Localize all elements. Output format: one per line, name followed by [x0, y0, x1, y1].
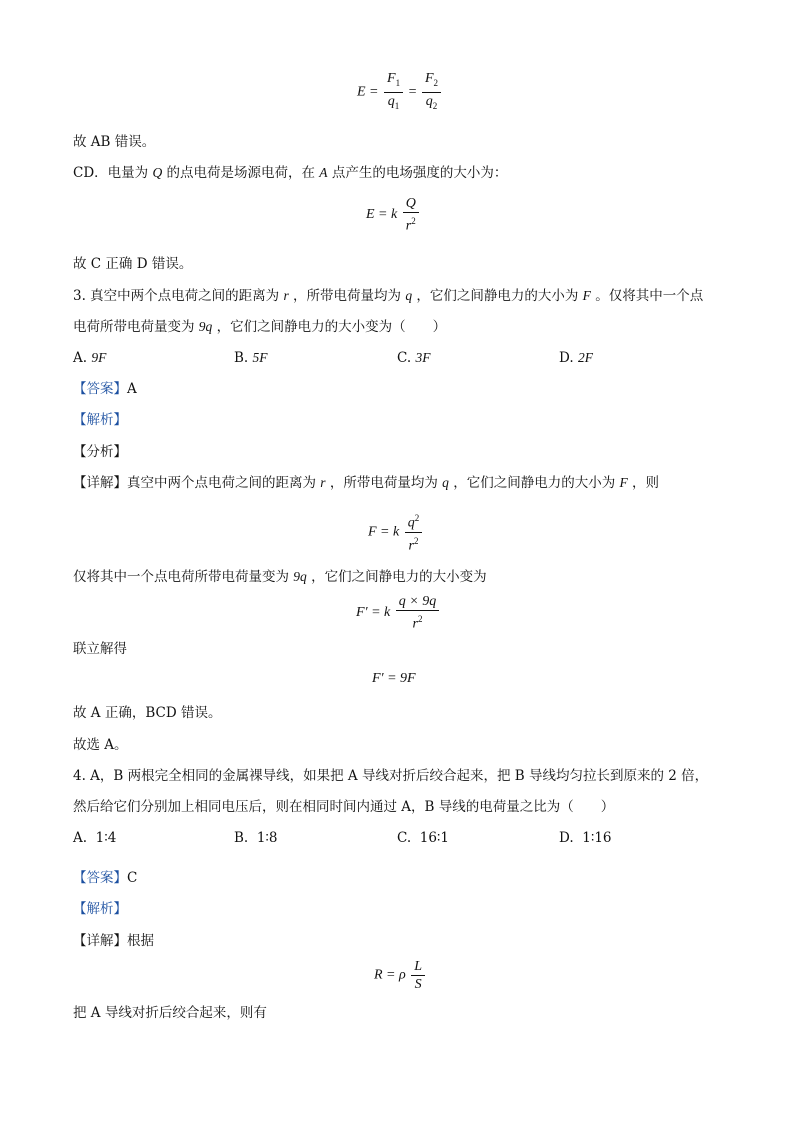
option-value: 1∶8 — [256, 830, 278, 846]
option-label: B. — [234, 830, 249, 846]
equation-f-kq2-r2 — [368, 510, 424, 554]
eq-num: L — [411, 958, 425, 976]
eq-den: r — [412, 616, 418, 632]
answer-line — [73, 868, 137, 888]
fraction — [403, 195, 419, 235]
text: CD．电量为 — [73, 165, 149, 181]
detail-line — [73, 931, 154, 951]
text: ，所带电荷量均为 — [329, 475, 438, 491]
option-label: A. — [73, 350, 92, 366]
option-label: B. — [234, 350, 253, 366]
text: ，它们之间静电力的大小为 — [453, 475, 616, 491]
fraction — [384, 70, 403, 115]
option-value: 16∶1 — [419, 830, 450, 846]
option-label: C. — [397, 350, 416, 366]
question-3-line-1 — [73, 286, 703, 306]
text: 的点电荷是场源电荷，在 — [166, 165, 315, 181]
eq-num: F — [424, 71, 434, 86]
paragraph — [73, 163, 507, 183]
fraction — [422, 70, 441, 115]
eq-sup: 2 — [417, 614, 423, 624]
eq-lhs: F′ = k — [356, 605, 391, 621]
var: A — [319, 165, 328, 180]
text: 点产生的电场强度的大小为： — [331, 165, 508, 181]
var: q — [405, 288, 413, 303]
answer-tag: 【答案】 — [73, 381, 127, 397]
answer-line — [73, 379, 137, 399]
eq-den: r — [408, 538, 414, 554]
option-label: D. — [559, 350, 578, 366]
detail-tag: 【详解】 — [73, 475, 127, 491]
detail-line — [73, 473, 659, 493]
option-a[interactable] — [73, 348, 106, 368]
equation-r-rho-l-s — [374, 958, 427, 993]
eq-sub: 1 — [394, 100, 400, 111]
option-value: 5F — [252, 350, 268, 365]
var: q — [442, 475, 449, 490]
fraction — [405, 510, 423, 554]
question-3-line-2 — [73, 317, 446, 337]
text: ，则 — [632, 475, 660, 491]
answer-value: A — [127, 381, 137, 397]
paragraph: 故 AB 错误。 — [73, 134, 156, 150]
paragraph: 故 A 正确，BCD 错误。 — [73, 705, 222, 721]
text: 。仅将其中一个点 — [595, 288, 704, 304]
text: ，所带电荷量均为 — [293, 288, 402, 304]
var: 9q — [293, 569, 307, 584]
eq-sub: 2 — [432, 100, 438, 111]
eq-lhs: R = ρ — [374, 967, 406, 983]
option-label: D. — [559, 830, 574, 846]
option-value: 1∶4 — [95, 830, 117, 846]
eq-num: q × 9q — [396, 593, 439, 611]
question-4-line-1: 4. A，B 两根完全相同的金属裸导线，如果把 A 导线对折后绞合起来，把 B 导线均匀拉长到原来的 2 倍， — [73, 768, 709, 784]
text: ，它们之间静电力的大小为 — [416, 288, 579, 304]
equation-e-kq-r2 — [366, 195, 421, 235]
var: r — [320, 475, 326, 490]
text: 3. 真空中两个点电荷之间的距离为 — [73, 288, 280, 304]
eq-num: Q — [403, 195, 419, 213]
option-value: 9F — [91, 350, 107, 365]
equation-f-prime — [356, 593, 441, 633]
text: 根据 — [127, 933, 154, 949]
eq-lhs: F = k — [368, 524, 400, 540]
text: ，它们之间静电力的大小变为 — [311, 569, 487, 585]
eq-sup: 2 — [411, 216, 416, 226]
eq-sub: 2 — [433, 77, 439, 88]
var: 9q — [198, 319, 213, 334]
eq-num: q — [407, 515, 415, 531]
option-b[interactable] — [234, 348, 268, 368]
paragraph: 故选 A。 — [73, 737, 128, 753]
paragraph: 故 C 正确 D 错误。 — [73, 256, 193, 272]
eq-den: S — [414, 977, 422, 992]
option-c[interactable] — [397, 348, 430, 368]
paragraph: 联立解得 — [73, 641, 127, 657]
analysis-tag: 【解析】 — [73, 412, 127, 428]
detail-tag: 【详解】 — [73, 933, 127, 949]
paragraph: 把 A 导线对折后绞合起来，则有 — [73, 1005, 267, 1021]
answer-tag: 【答案】 — [73, 870, 127, 886]
fraction — [411, 958, 425, 993]
eq-den: q — [387, 93, 395, 109]
eq-sub: 1 — [395, 77, 401, 88]
equation-e-f-over-q — [357, 70, 443, 115]
eq-lhs: E = — [357, 84, 379, 100]
paragraph — [73, 567, 487, 587]
analysis-tag: 【解析】 — [73, 901, 127, 917]
answer-value: C — [127, 870, 138, 886]
option-value: 3F — [415, 350, 431, 365]
option-a[interactable] — [73, 828, 116, 848]
option-b[interactable] — [234, 828, 278, 848]
option-d[interactable] — [559, 348, 593, 368]
text: ，它们之间静电力的大小变为（ ） — [216, 319, 447, 335]
var: F — [619, 475, 628, 490]
var: F — [582, 288, 591, 303]
fenxi-tag: 【分析】 — [73, 444, 127, 460]
option-d[interactable] — [559, 828, 612, 848]
fraction — [396, 593, 439, 633]
eq-sup: 2 — [414, 513, 420, 523]
eq-lhs: E = k — [366, 207, 398, 223]
question-4-line-2: 然后给它们分别加上相同电压后，则在相同时间内通过 A，B 导线的电荷量之比为（ ） — [73, 799, 615, 815]
eq-den: r — [405, 218, 412, 234]
option-label: C. — [397, 830, 412, 846]
var: Q — [152, 165, 163, 180]
option-value: 1∶16 — [582, 830, 612, 846]
text: 电荷所带电荷量变为 — [73, 319, 195, 335]
option-c[interactable] — [397, 828, 449, 848]
text: 真空中两个点电荷之间的距离为 — [127, 475, 316, 491]
var: r — [283, 288, 289, 303]
option-label: A. — [73, 830, 88, 846]
eq-sup: 2 — [413, 535, 419, 546]
eq-equals: = — [408, 84, 417, 100]
eq-num: F — [387, 71, 396, 86]
eq-den: q — [425, 93, 433, 109]
equation-f-prime-9f: F′ = 9F — [372, 671, 416, 686]
text: 仅将其中一个点电荷所带电荷量变为 — [73, 569, 289, 585]
option-value: 2F — [577, 350, 593, 365]
